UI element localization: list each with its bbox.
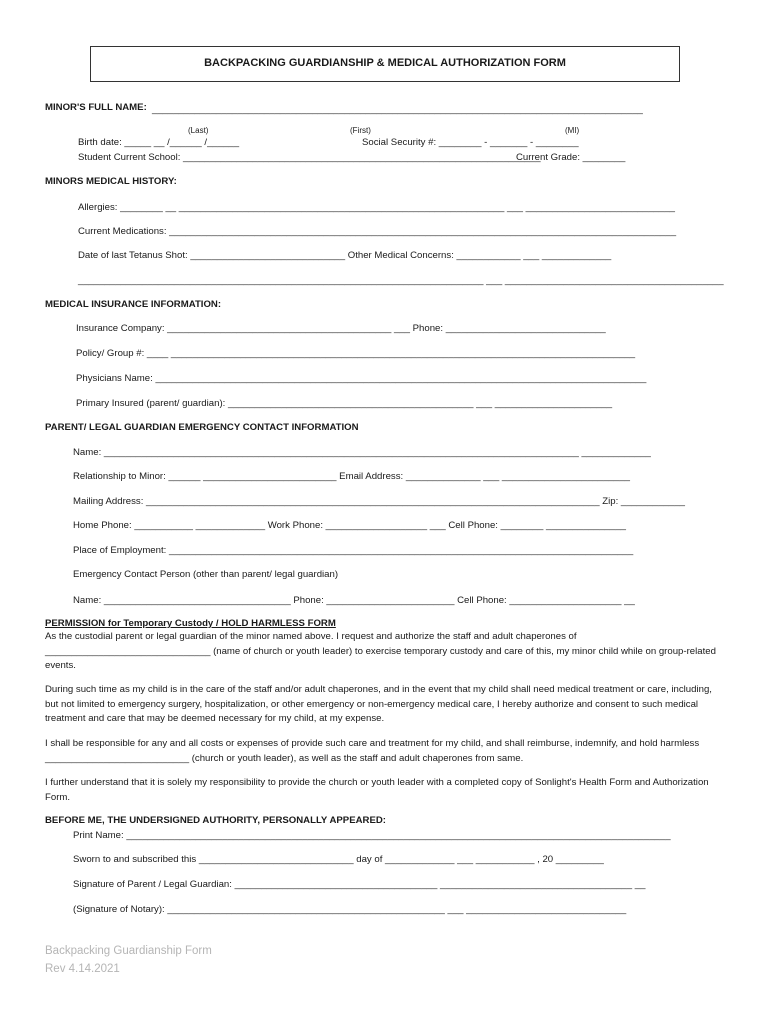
allergies-field[interactable]: Allergies: ________ __ _____________________________________________________________ ___ ____________________________ [78,202,676,213]
title-box [90,46,680,82]
ssn-field[interactable]: Social Security #: ________ - _______ - ________ [362,137,579,148]
emergency-contact-label: Emergency Contact Person (other than parent/ legal guardian) [73,569,339,580]
primary-insured-field[interactable]: Primary Insured (parent/ guardian): ______________________________________________ ___ ______________________ [76,398,613,409]
tetanus-field[interactable]: Date of last Tetanus Shot: _____________________________ Other Medical Concerns: ____________ ___ _____________ [78,250,612,261]
last-name-caption: (Last) [188,126,209,135]
print-name-field[interactable]: Print Name: ______________________________________________________________________________________________________ [73,830,671,841]
minor-full-name-line[interactable]: ____________________________________________________________________________________________ [152,104,643,115]
phones-field[interactable]: Home Phone: ___________ _____________ Work Phone: ___________________ ___ Cell Phone: ________ _______________ [73,520,627,531]
medications-field[interactable]: Current Medications: _______________________________________________________________________________________________ [78,226,677,237]
emergency-contact-field[interactable]: Name: ___________________________________ Phone: ________________________ Cell Phone: _____________________ __ [73,595,635,606]
permission-paragraph-2: During such time as my child is in the care of the staff and/or adult chaperones, and in the event that my child shall need medical treatment or care, including, but not limited to emergency surgery, hospitalization, or other emergency or non-emergency medical care, I hereby authorize and consent to such medical treatment and care that may be deemed necessary for my child, at my expense. [45,684,712,724]
physicians-name-field[interactable]: Physicians Name: ____________________________________________________________________________________________ [76,373,647,384]
guardian-signature-field[interactable]: Signature of Parent / Legal Guardian: ______________________________________ ____________________________________ __ [73,879,646,890]
minor-full-name-label: MINOR'S FULL NAME: [45,102,147,113]
guardian-name-field[interactable]: Name: _________________________________________________________________________________________ _____________ [73,447,651,458]
insurance-company-field[interactable]: Insurance Company: __________________________________________ ___ Phone: ______________________________ [76,323,606,334]
first-name-caption: (First) [350,126,371,135]
employment-field[interactable]: Place of Employment: _______________________________________________________________________________________ [73,545,634,556]
mailing-address-field[interactable]: Mailing Address: _____________________________________________________________________________________ Zip: ____________ [73,496,685,507]
school-field[interactable]: Student Current School: ___________________________________________________________________ [78,152,541,163]
permission-paragraph-3: I shall be responsible for any and all costs or expenses of provide such care and treatment for my child, and shall reimburse, indemnify, and hold harmless ___________________________ (church or youth leader), as well as the staff and adult chaperones from same. [45,738,700,764]
policy-group-field[interactable]: Policy/ Group #: ____ _______________________________________________________________________________________ [76,348,636,359]
grade-field[interactable]: Current Grade: ________ [516,152,626,163]
notary-heading: BEFORE ME, THE UNDERSIGNED AUTHORITY, PERSONALLY APPEARED: [45,815,386,826]
birth-date-field[interactable]: Birth date: _____ __ /______ /______ [78,137,240,148]
guardian-heading: PARENT/ LEGAL GUARDIAN EMERGENCY CONTACT INFORMATION [45,422,359,433]
medical-extra-line[interactable]: ____________________________________________________________________________ ___ _________________________________________ [78,275,724,286]
mi-caption: (MI) [565,126,580,135]
form-title: BACKPACKING GUARDIANSHIP & MEDICAL AUTHORIZATION FORM [204,57,566,69]
footer-form-name: Backpacking Guardianship Form [45,945,212,957]
permission-paragraph-1: As the custodial parent or legal guardian of the minor named above. I request and authorize the staff and adult chaperones of _______________________________ (name of church or youth leader) to exercise temporary custody and care of this, my minor child while on group-related events. [45,631,716,671]
insurance-heading: MEDICAL INSURANCE INFORMATION: [45,299,222,310]
notary-signature-field[interactable]: (Signature of Notary): ____________________________________________________ ___ ______________________________ [73,904,627,915]
permission-paragraph-4: I further understand that it is solely my responsibility to provide the church or youth leader with a completed copy of Sonlight's Health Form and Authorization Form. [45,777,709,803]
medical-history-heading: MINORS MEDICAL HISTORY: [45,176,177,187]
sworn-date-field[interactable]: Sworn to and subscribed this _____________________________ day of _____________ ___ ___________ , 20 _________ [73,854,604,865]
permission-heading: PERMISSION for Temporary Custody / HOLD HARMLESS FORM [45,618,336,629]
footer-revision: Rev 4.14.2021 [45,963,120,975]
relationship-email-field[interactable]: Relationship to Minor: ______ _________________________ Email Address: ______________ ___ ________________________ [73,471,630,482]
